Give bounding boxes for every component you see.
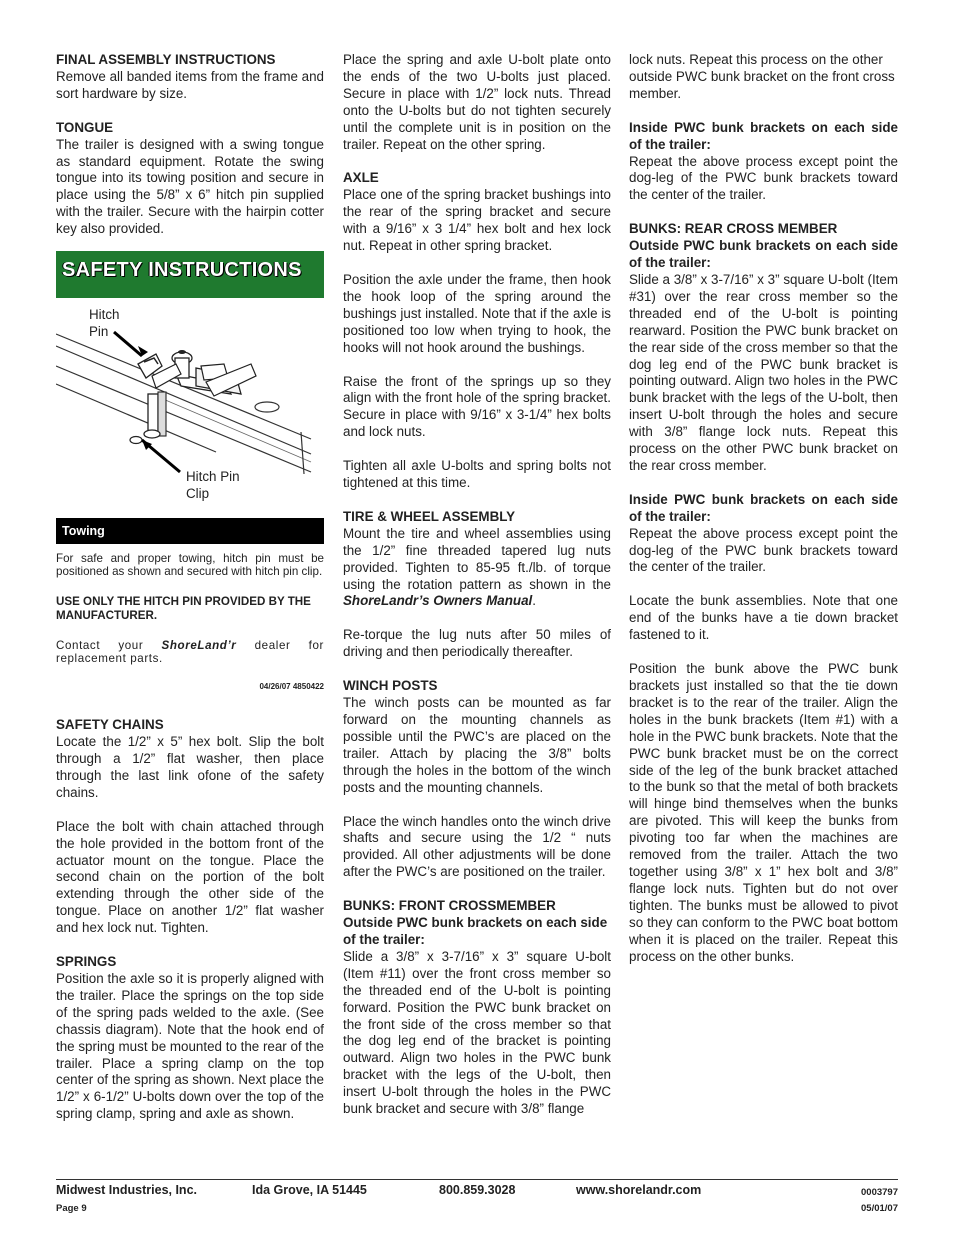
bunks-rear-heading: BUNKS: REAR CROSS MEMBER	[629, 221, 838, 237]
towing-title: Towing	[62, 524, 105, 539]
hitch-pin-label: Hitch Pin	[89, 307, 120, 339]
safety-date-code: 04/26/07 4850422	[259, 682, 324, 692]
axle-text-2: Position the axle under the frame, then hook the hook loop of the spring around the bushings just installed. Note that if the axle is positioned too low when trying to hook, the hooks will not hook around the bushings.	[343, 271, 611, 355]
safety-chains-text-2: Place the bolt with chain attached through the hole provided in the bottom front of the actuator mount on the tongue. Place the second chain on the portion of the bolt extending through the other side of the tongue. Place on another 1/2” flat washer and hex lock nut. Tighten.	[56, 818, 324, 936]
bunks-front-text: Slide a 3/8” x 3-7/16” x 3” square U-bolt (Item #11) over the front cross member so the threaded end of the U-bolt is pointing forward. Position the PWC bunk bracket on the front side of the cross member so that the dog leg end of the bracket is pointing outward. Align two holes in the PWC bunk bracket with the legs of the U-bolt, then insert U-bolt through the holes in the PWC bunk bracket and secure with 3/8” flange	[343, 948, 611, 1117]
position-bunk-text: Position the bunk above the PWC bunk brackets just installed so that the tie down bracket is to the rear of the trailer. Align the holes in the bunk brackets (Item #1) with a hole in the PWC bunk brackets. Note that the PWC bunk bracket must be on the correct side of the leg of the bunk bracket attached to the bunk so that the metal of both brackets will hinge bind themselves when the bunks are pivoted. This will keep the bunks from pivoting too far when the machines are removed from the trailer. Attach the two together using 3/8” x 1” hex bolt and 3/8” flange lock nuts. Tighten but do not over tighten. The bunks must be allowed to pivot so they can conform to the PWC boat bottom when it is placed on the trailer. Repeat this process on the other bunks.	[629, 661, 898, 964]
inside-brackets-subheading-2: Inside PWC bunk brackets on each side of the trailer:	[629, 491, 898, 524]
inside-brackets-text-2: Repeat the above process except point the dog-leg of the PWC bunk brackets toward the center of the trailer.	[629, 525, 898, 575]
shorelandr-brand: ShoreLand’r	[161, 638, 237, 652]
hitch-pin-figure	[56, 304, 324, 512]
axle-text-1: Place one of the spring bracket bushings into the rear of the spring bracket and secure with a 9/16” x 3 1/4” hex bolt and hex lock nut. Repeat in other spring bracket.	[343, 187, 611, 254]
footer-company: Midwest Industries, Inc.	[56, 1183, 197, 1197]
towing-banner	[56, 518, 324, 544]
winch-posts-text-1: The winch posts can be mounted as far forward on the mounting channels as possible until the PWC’s are placed on the trailer. Attach by placing the 3/8” bolts through the holes in the bottom of the winch posts and the mounting channels.	[343, 695, 611, 795]
footer-doc-date: 05/01/07	[861, 1203, 898, 1214]
footer-divider	[56, 1179, 898, 1180]
tongue-heading: TONGUE	[56, 119, 114, 135]
winch-posts-text-2: Place the winch handles onto the winch drive shafts and secure using the 1/2 “ nuts provided. All other adjustments will be done after the PWC’s are positioned on the trailer.	[343, 813, 611, 880]
axle-heading: AXLE	[343, 170, 379, 186]
tire-wheel-text-2: Re-torque the lug nuts after 50 miles of driving and then periodically thereafter.	[343, 627, 611, 660]
bunks-rear-text: Slide a 3/8” x 3-7/16” x 3” square U-bolt (Item #31) over the rear cross member so the threaded end of the U-bolt is pointing rearward. Position the PWC bunk bracket on the rear side of the cross member so that the dog leg end of the PWC bunk bracket is pointing outward. Align two holes in the PWC bunk bracket with the legs of the U-bolt, then insert U-bolt through the holes and secure with 3/8” flange lock nuts. Repeat this process on the other PWC bunk bracket on the rear cross member.	[629, 271, 898, 473]
footer-doc-number: 0003797	[861, 1187, 898, 1198]
tongue-text: The trailer is designed with a swing tongue as standard equipment. Rotate the swing tongue into its towing position and secure in place using the 5/8” x 6” hitch pin supplied with the trailer. Secure with the hairpin cotter key also provided.	[56, 136, 324, 237]
tire-wheel-heading: TIRE & WHEEL ASSEMBLY	[343, 508, 516, 524]
bunks-front-heading: BUNKS: FRONT CROSSMEMBER	[343, 898, 556, 914]
safety-chains-text-1: Locate the 1/2” x 5” hex bolt. Slip the bolt through a 1/2” flat washer, then place through the last link ofone of the safety chains.	[56, 734, 324, 800]
towing-warning: USE ONLY THE HITCH PIN PROVIDED BY THE MANUFACTURER.	[56, 595, 311, 622]
column-3	[629, 52, 898, 965]
footer-city: Ida Grove, IA 51445	[252, 1183, 367, 1197]
axle-text-4: Tighten all axle U-bolts and spring bolts not tightened at this time.	[343, 458, 611, 491]
footer-page-number: Page 9	[56, 1203, 87, 1214]
bunks-front-subheading: Outside PWC bunk brackets on each side of the trailer:	[343, 915, 608, 947]
safety-chains-heading: SAFETY CHAINS	[56, 717, 164, 733]
dealer-contact: Contact your ShoreLand’r dealer for replacement parts.	[56, 638, 324, 666]
column-1	[56, 52, 324, 1123]
inside-brackets-text-1: Repeat the above process except point the dog-leg of the PWC bunk brackets toward the center of the trailer.	[629, 153, 898, 203]
inside-brackets-subheading-1: Inside PWC bunk brackets on each side of the trailer:	[629, 119, 898, 152]
owners-manual-reference: ShoreLandr’s Owners Manual	[343, 593, 533, 609]
safety-instructions-banner	[56, 251, 324, 298]
towing-text: For safe and proper towing, hitch pin must be positioned as shown and secured with hitch pin clip.	[56, 552, 324, 579]
locate-bunks-text: Locate the bunk assemblies. Note that one end of the bunks have a tie down bracket fastened to it.	[629, 593, 898, 643]
springs-heading: SPRINGS	[56, 954, 117, 970]
bunks-rear-subheading: Outside PWC bunk brackets on each side of the trailer:	[629, 238, 898, 271]
safety-instructions-title: SAFETY INSTRUCTIONS	[62, 259, 302, 282]
final-assembly-text: Remove all banded items from the frame and sort hardware by size.	[56, 68, 324, 101]
springs-continued-text: Place the spring and axle U-bolt plate onto the ends of the two U-bolts just placed. Secure in place with 1/2” lock nuts. Thread onto the U-bolts but do not tighten securely until the complete unit is in position on the trailer. Repeat on the other spring.	[343, 52, 611, 152]
winch-posts-heading: WINCH POSTS	[343, 678, 438, 694]
tire-wheel-text-1: Mount the tire and wheel assemblies using the 1/2” fine threaded tapered lug nuts provided. Tighten to 85-95 ft./lb. of torque using the rotation pattern as shown in the ShoreLandr’s Owners Manual.	[343, 525, 611, 609]
axle-text-3: Raise the front of the springs up so they align with the front hole of the spring bracket. Secure in place with 9/16” x 3-1/4” hex bolts and lock nuts.	[343, 373, 611, 440]
column-2	[343, 52, 611, 1118]
footer-website: www.shorelandr.com	[576, 1183, 702, 1197]
footer-phone: 800.859.3028	[439, 1183, 516, 1197]
bunks-front-continued-text: lock nuts. Repeat this process on the other outside PWC bunk bracket on the front cross member.	[629, 52, 895, 101]
springs-text: Position the axle so it is properly aligned with the trailer. Place the springs on the top side of the spring pads welded to the axle. (See chassis diagram). Note that the hook end of the spring must be mounted to the rear of the trailer. Place a spring clamp on the top center of the spring as shown. Next place the 1/2” x 6-1/2” U-bolts down over the top of the spring clamp, spring and axle as shown.	[56, 970, 324, 1122]
final-assembly-heading: FINAL ASSEMBLY INSTRUCTIONS	[56, 52, 276, 67]
hitch-pin-clip-label: Hitch Pin Clip	[186, 469, 240, 501]
